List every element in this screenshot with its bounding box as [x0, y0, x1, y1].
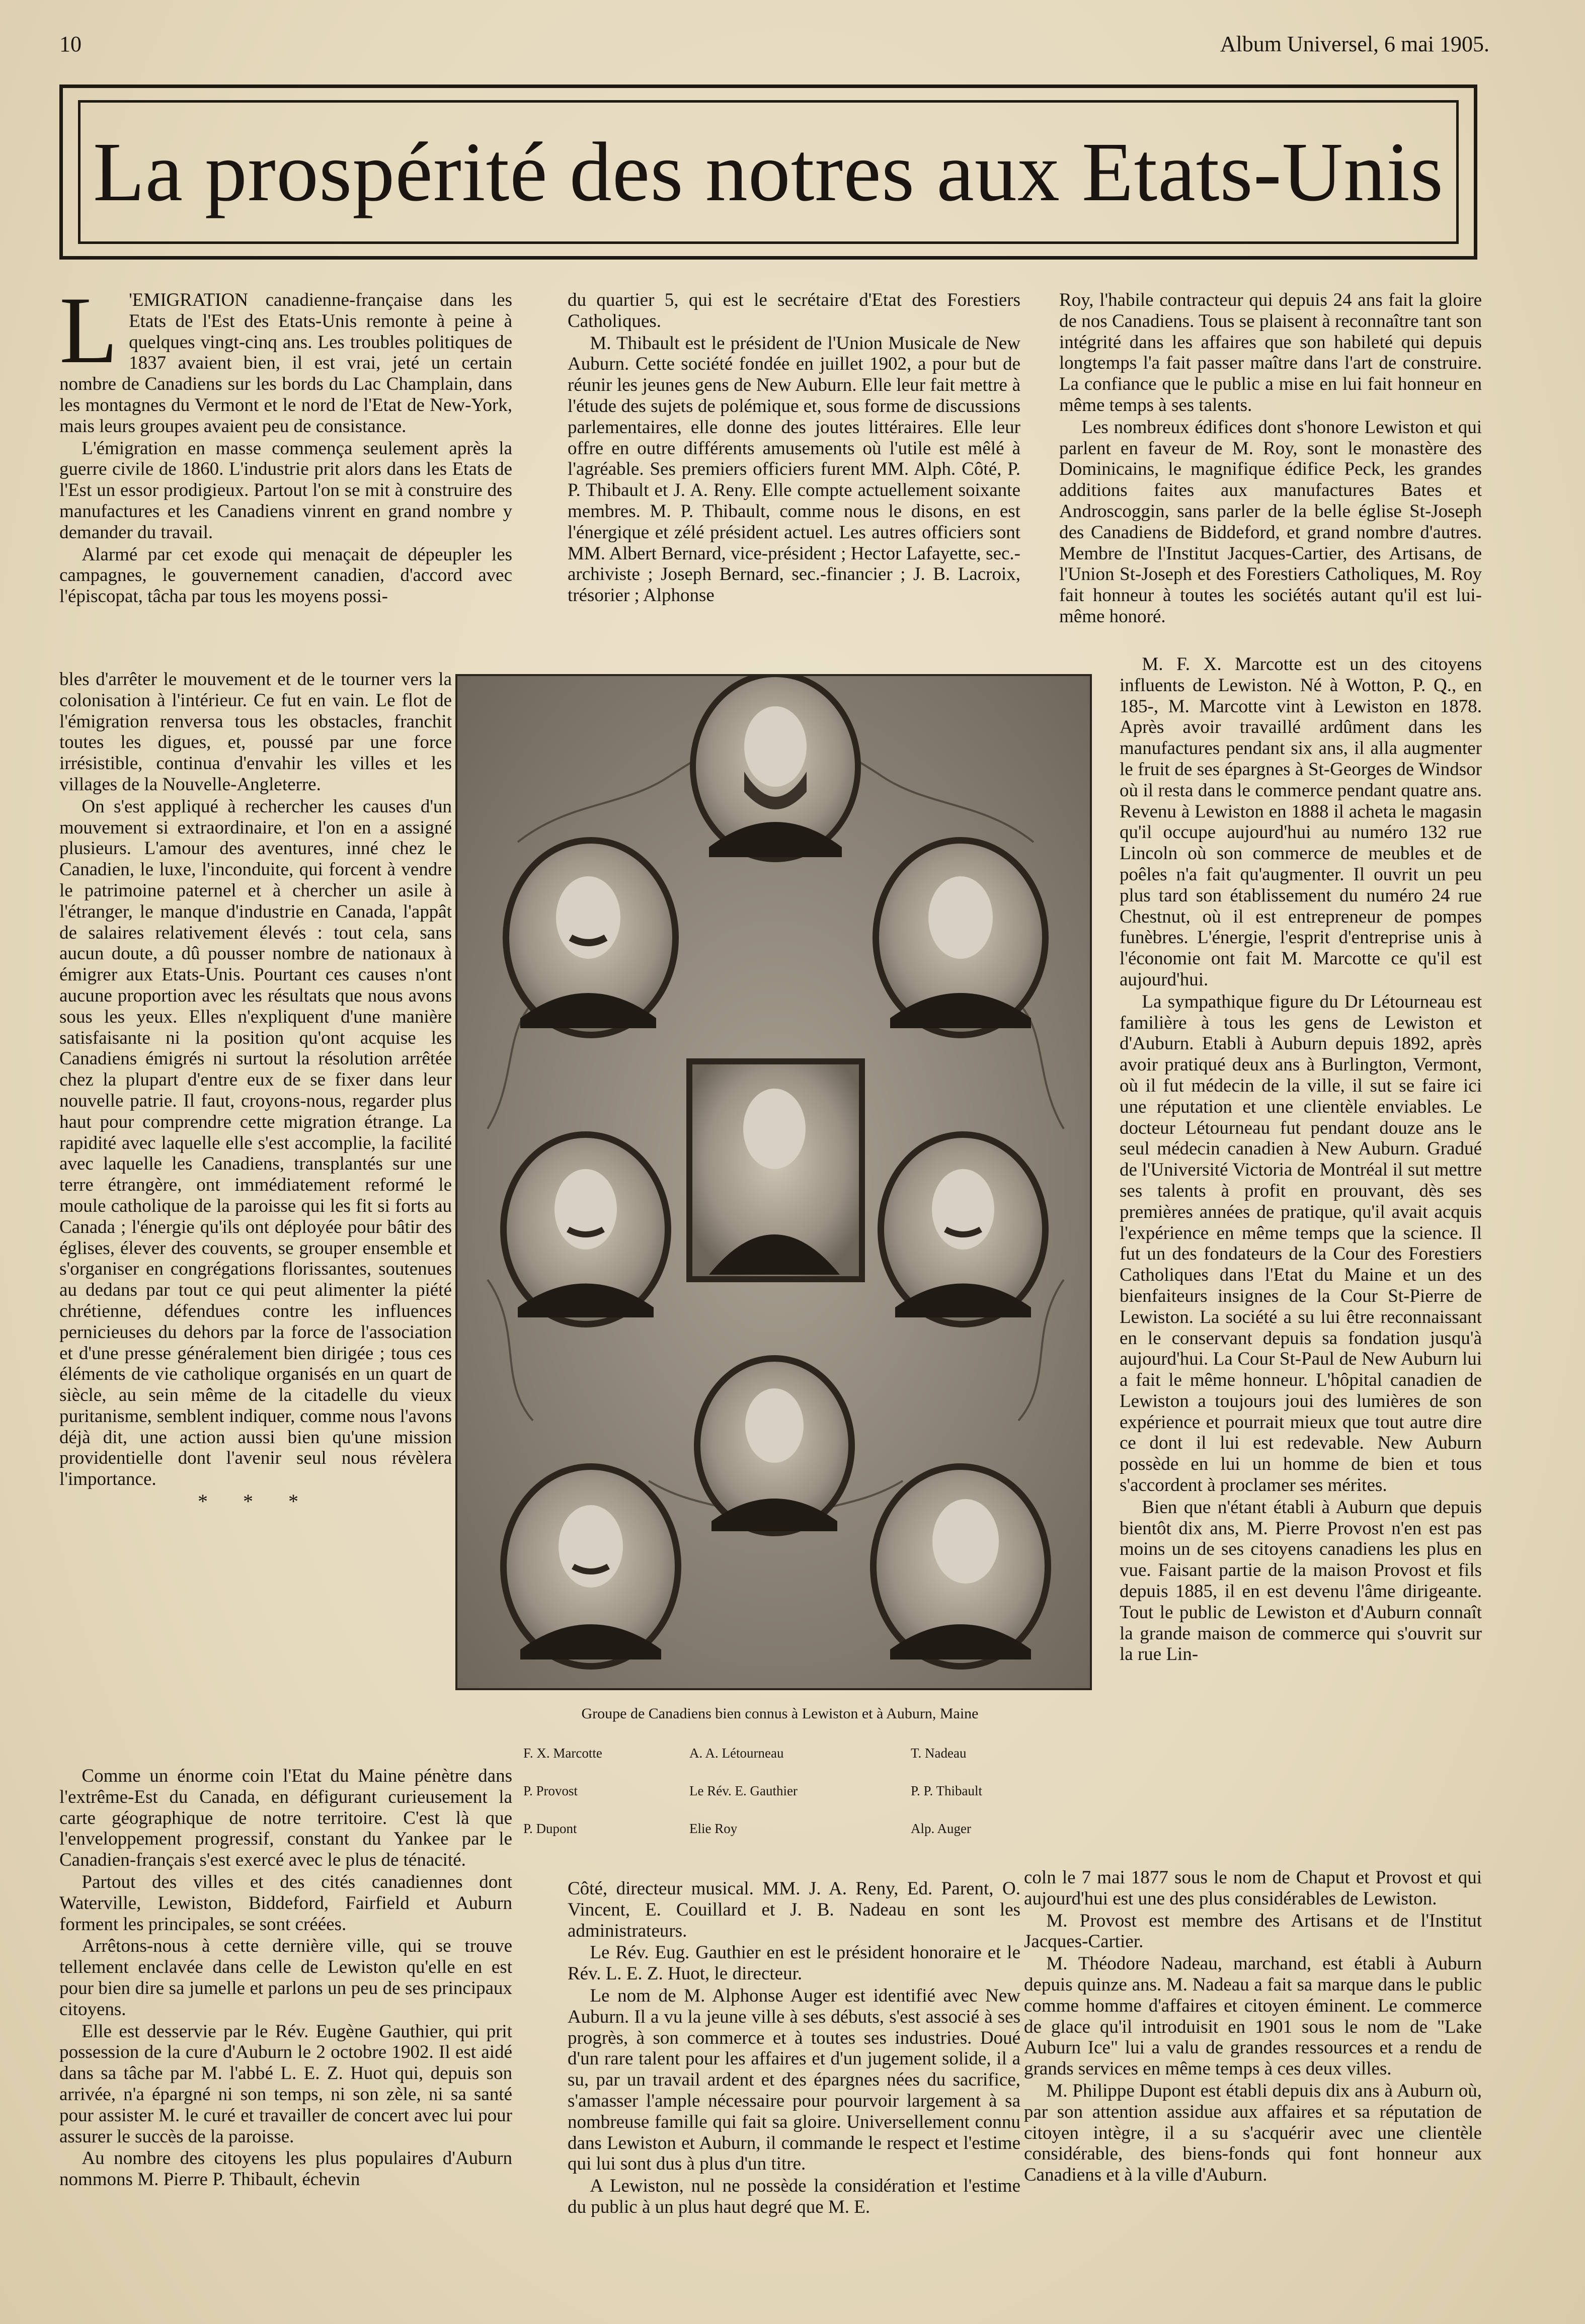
title-inner-frame	[78, 100, 1459, 244]
paragraph: M. Théodore Nadeau, marchand, est établi à Auburn depuis quinze ans. M. Nadeau a fait sa marque dans le public comme homme d'affaires et citoyen éminent. Le commerce de glace qu'il introduisit en 1901 sous le nom de "Lake Auburn Ice" lui a valu de grandes ressources et a rendu de grands services en même temps à ces deux villes.	[1024, 1953, 1482, 2080]
portrait-p-provost	[870, 1463, 1051, 1670]
paragraph: du quartier 5, qui est le secrétaire d'Etat des Forestiers Catholiques.	[568, 290, 1020, 331]
section-separator: * * *	[198, 1490, 313, 1513]
paragraph-text: 'EMIGRATION canadienne-française dans les Etats de l'Est des Etats-Unis remonte à peine à quelques vingt-cinq ans. Les troubles politiques de 1837 avaient bien, il est vrai, jeté un certain nombre de Canadiens sur les bords du Lac Champlain, dans les montagnes du Vermont et le nord de l'Etat de New-York, mais leurs groupes avaient peu de consistance.	[59, 290, 512, 437]
column-3-middle	[1120, 654, 1482, 1666]
paragraph: Les nombreux édifices dont s'honore Lewiston et qui parlent en faveur de M. Roy, sont le monastère des Dominicains, le magnifique édifice Peck, les grandes additions faites aux manufactures Bates et Androscoggin, sans parler de la belle église St-Joseph des Canadiens de Biddeford, et grand nombre d'autres. Membre de l'Institut Jacques-Cartier, des Artisans, de l'Union St-Joseph et des Forestiers Catholiques, M. Roy fait honneur à toutes les sociétés autant qu'il est lui-même honoré.	[1059, 417, 1482, 627]
paragraph: M. Provost est membre des Artisans et de l'Institut Jacques-Cartier.	[1024, 1910, 1482, 1952]
portrait-f-x-marcotte	[503, 837, 679, 1038]
column-1-bottom	[59, 1766, 512, 2191]
column-3-top	[1059, 290, 1482, 628]
portrait-p-dupont	[500, 1463, 681, 1670]
publication-line: Album Universel, 6 mai 1905.	[1220, 32, 1489, 56]
paragraph: Le Rév. Eug. Gauthier en est le président honoraire et le Rév. L. E. Z. Huot, le directeur.	[568, 1942, 1020, 1984]
paragraph	[59, 278, 512, 437]
title-frame	[59, 85, 1477, 260]
portrait-name: P. Provost	[523, 1783, 578, 1798]
paragraph: Arrêtons-nous à cette dernière ville, qui se trouve tellement enclavée dans celle de Lewiston qu'elle en est pour bien dire sa jumelle et parlons un peu de ses principaux citoyens.	[59, 1936, 512, 2020]
portrait-a-a-letourneau	[500, 1131, 671, 1327]
paragraph: A Lewiston, nul ne possède la considération et l'estime du public à un plus haut degré que M. E.	[568, 2176, 1020, 2217]
paragraph: Roy, l'habile contracteur qui depuis 24 ans fait la gloire de nos Canadiens. Tous se plaisent à reconnaître tant son intégrité dans les affaires que son habileté qui depuis longtemps l'a fait passer maître dans l'art de construire. La confiance que le public a mise en lui fait honneur en même temps à ses talents.	[1059, 290, 1482, 416]
running-header	[59, 31, 1489, 57]
portrait-elie-roy	[690, 676, 861, 862]
portrait-plate-illustration	[457, 676, 1092, 1690]
portrait-name: F. X. Marcotte	[523, 1746, 602, 1761]
portrait-name: A. A. Létourneau	[689, 1746, 784, 1761]
paragraph: coln le 7 mai 1877 sous le nom de Chaput et Provost et qui aujourd'hui est une des plus considérables de Lewiston.	[1024, 1867, 1482, 1909]
paragraph: Elle est desservie par le Rév. Eugène Gauthier, qui prit possession de la cure d'Auburn le 2 octobre 1902. Il est aidé dans sa tâche par M. l'abbé L. E. Z. Huot qui, depuis son arrivée, n'a épargné ni son temps, ni son zèle, ni sa santé pour assister M. le curé et travailler de concert avec lui pour assurer le succès de la paroisse.	[59, 2021, 512, 2147]
drop-cap: L	[59, 278, 118, 383]
portrait-name: P. P. Thibault	[911, 1783, 983, 1798]
column-2-bottom	[568, 1878, 1020, 2219]
paragraph: Bien que n'étant établi à Auburn que depuis bientôt dix ans, M. Pierre Provost n'en est pas moins un de ses citoyens canadiens les plus en vue. Faisant partie de la maison Provost et fils depuis 1885, il en est devenu l'âme dirigeante. Tout le public de Lewiston et d'Auburn connaît la grande maison de commerce qui s'ouvrit sur la rue Lin-	[1120, 1497, 1482, 1665]
portrait-name: Le Rév. E. Gauthier	[689, 1783, 798, 1798]
portrait-p-p-thibault	[878, 1131, 1049, 1327]
paragraph: Côté, directeur musical. MM. J. A. Reny, Ed. Parent, O. Vincent, E. Couillard et J. B. Nadeau en sont les administrateurs.	[568, 1878, 1020, 1941]
paragraph: L'émigration en masse commença seulement après la guerre civile de 1860. L'industrie prit alors dans les Etats de l'Est un essor prodigieux. Partout l'on se mit à construire des manufactures et les Canadiens vinrent en grand nombre y demander du travail.	[59, 438, 512, 543]
paragraph: M. Philippe Dupont est établi depuis dix ans à Auburn où, par son attention assidue aux affaires et sa réputation de citoyen intègre, il a su s'acquérir avec une clientèle considérable, des biens-fonds qui font honneur aux Canadiens et à la ville d'Auburn.	[1024, 2080, 1482, 2186]
article-title: La prospérité des notres aux Etats-Unis	[93, 125, 1444, 219]
portrait-name: T. Nadeau	[911, 1746, 967, 1761]
photo-caption: Groupe de Canadiens bien connus à Lewiston et à Auburn, Maine	[581, 1705, 979, 1722]
paragraph: Partout des villes et des cités canadiennes dont Waterville, Lewiston, Biddeford, Fairfield et Auburn forment les principales, se sont créées.	[59, 1871, 512, 1935]
portrait-name: Alp. Auger	[911, 1821, 971, 1836]
paragraph: Le nom de M. Alphonse Auger est identifié avec New Auburn. Il a vu la jeune ville à ses débuts, s'est associé à ses progrès, à son commerce et à toutes ses industries. Doué d'un rare talent pour les affaires et d'un jugement solide, il a su, par un travail ardent et des épargnes nées du sacrifice, s'amasser l'ample nécessaire pour pourvoir largement à sa nombreuse famille qui fait sa gloire. Universellement connu dans Lewiston et Auburn, il commande le respect et l'estime qui lui sont dus à plus d'un titre.	[568, 1985, 1020, 2175]
paragraph: M. Thibault est le président de l'Union Musicale de New Auburn. Cette société fondée en juillet 1902, a pour but de réunir les jeunes gens de New Auburn. Elle leur fait mettre à l'étude des sujets de polémique et, sous forme de discussions parlementaires, elle donne des joutes littéraires. Elle leur offre en outre différents amusements où l'utile est mêlé à l'agréable. Ses premiers officiers furent MM. Alph. Côté, P. P. Thibault et J. A. Reny. Elle compte actuellement soixante membres. M. P. Thibault, comme nous le disons, en est l'énergique et zélé président actuel. Les autres officiers sont MM. Albert Bernard, vice-président ; Hector Lafayette, sec.-archiviste ; Joseph Bernard, sec.-financier ; J. B. Lacroix, trésorier ; Alphonse	[568, 333, 1020, 606]
portrait-t-nadeau	[873, 837, 1049, 1038]
paragraph: Au nombre des citoyens les plus populaires d'Auburn nommons M. Pierre P. Thibault, échevin	[59, 2148, 512, 2190]
page-number: 10	[59, 32, 82, 56]
group-portrait-plate	[455, 674, 1092, 1690]
paragraph: La sympathique figure du Dr Létourneau est familière à tous les gens de Lewiston et d'Auburn. Etabli à Auburn depuis 1892, après avoir pratiqué deux ans à Burlington, Vermont, où il fut médecin de la ville, il sut se faire ici une réputation et une clientèle enviables. Le docteur Létourneau fut pendant douze ans le seul médecin canadien à New Auburn. Gradué de l'Université Victoria de Montréal il sut mettre ses talents à profit en prouvant, dès ses premières années de pratique, qu'il avait acquis l'expérience en même temps que la science. Il fut un des fondateurs de la Cour des Forestiers Catholiques dans l'Etat du Maine et un des bienfaiteurs insignes de la Cour St-Pierre de Lewiston. La société a su lui être reconnaissant en le conservant depuis sa fondation jusqu'à aujourd'hui. La Cour St-Paul de New Auburn lui a fait le même honneur. L'hôpital canadien de Lewiston a toujours joui des lumières de son expérience et pourrait mieux que tout autre dire ce dont il lui est redevable. New Auburn possède en lui un homme de bien et tous s'accordent à proclamer ses mérites.	[1120, 991, 1482, 1496]
paragraph: Comme un énorme coin l'Etat du Maine pénètre dans l'extrême-Est du Canada, en défigurant curieusement la carte géographique de notre territoire. C'est là que l'enveloppement progressif, constant du Yankee par le Canadien-français s'est exercé avec le plus de ténacité.	[59, 1766, 512, 1871]
paragraph: bles d'arrêter le mouvement et de le tourner vers la colonisation à l'intérieur. Ce fut en vain. Le flot de l'émigration renversa tous les obstacles, franchit toutes les digues, et, poussé par une force irrésistible, continua d'envahir les villes et les villages de la Nouvelle-Angleterre.	[59, 669, 452, 795]
portrait-e-gauthier	[686, 1058, 865, 1282]
paragraph: M. F. X. Marcotte est un des citoyens influents de Lewiston. Né à Wotton, P. Q., en 185-, M. Marcotte vint à Lewiston en 1878. Après avoir travaillé ardûment dans les manufactures pendant six ans, il alla augmenter le fruit de ses épargnes à St-Georges de Windsor où il resta dans le commerce pendant quatre ans. Revenu à Lewiston en 1888 il acheta le magasin qu'il occupe aujourd'hui au numéro 132 rue Lincoln où son commerce de meubles et de poêles n'a fait qu'augmenter. Il ouvrit un peu plus tard son établissement du numéro 24 rue Chestnut, où il est entrepreneur de pompes funèbres. L'énergie, l'esprit d'entreprise unis à l'économie ont fait M. Marcotte ce qu'il est aujourd'hui.	[1120, 654, 1482, 990]
portrait-name: P. Dupont	[523, 1821, 577, 1836]
paragraph: On s'est appliqué à rechercher les causes d'un mouvement si extraordinaire, et l'on en a assigné plusieurs. L'amour des aventures, inné chez le Canadien, le luxe, l'inconduite, qui forcent à vendre le patrimoine paternel et à chercher un asile à l'étranger, le manque d'industrie en Canada, l'appât de salaires relativement élevés : tout cela, sans aucun doute, a dû pousser nombre de nationaux à émigrer aux Etats-Unis. Pourtant ces causes n'ont aucune proportion avec les résultats que nous avons sous les yeux. Elles n'expliquent d'une manière satisfaisante ni la position qu'ont acquise les Canadiens émigrés ni surtout la résolution arrêtée chez la plupart d'entre eux de se fixer dans leur nouvelle patrie. Il faut, croyons-nous, regarder plus haut pour comprendre cette migration étrange. La rapidité avec laquelle elle s'est accomplie, la facilité avec laquelle les Canadiens, transplantés sur une terre étrangère, ont immédiatement reformé le moule catholique de la paroisse qui les fit si forts au Canada ; l'énergie qu'ils ont déployée pour bâtir des églises, élever des couvents, se grouper ensemble et s'organiser en congrégations florissantes, soutenues au dedans par tout ce qui peut alimenter la piété chrétienne, défendues contre les influences pernicieuses du dehors par la force de l'association et d'une presse généralement bien dirigée ; tous ces éléments de vie catholique organisés en un quart de siècle, au sein même de la citadelle du vieux puritanisme, semblent indiquer, comme nous l'avons déjà dit, une action aussi bien qu'une mission providentielle dont l'avenir seul nous révèlera l'importance.	[59, 796, 452, 1490]
column-1-middle	[59, 669, 452, 1513]
column-2-top	[568, 290, 1020, 607]
column-1-top	[59, 278, 512, 608]
portrait-alp-auger	[694, 1355, 855, 1536]
column-3-bottom	[1024, 1867, 1482, 2187]
portrait-name: Elie Roy	[689, 1821, 738, 1836]
portrait-name-list	[523, 1746, 1057, 1837]
paragraph: Alarmé par cet exode qui menaçait de dépeupler les campagnes, le gouvernement canadien, d'accord avec l'épiscopat, tâcha par tous les moyens possi-	[59, 544, 512, 607]
